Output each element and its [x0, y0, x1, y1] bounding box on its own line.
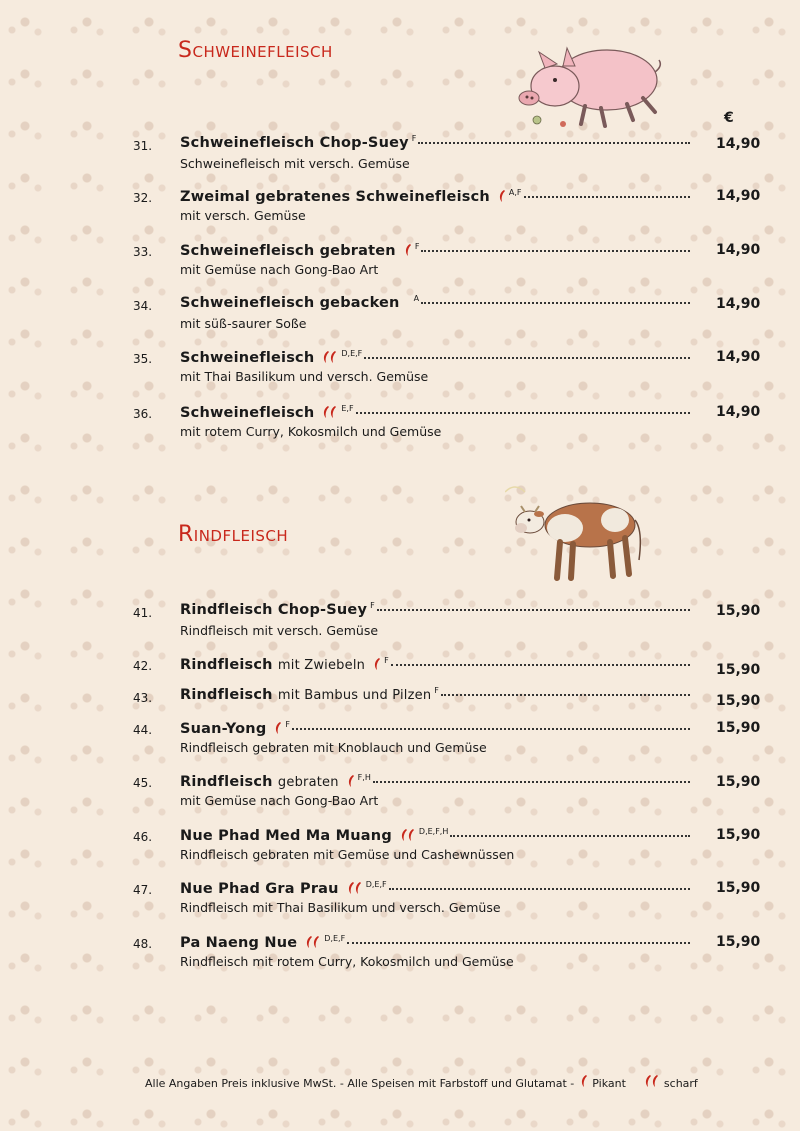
item-title-line [180, 241, 690, 259]
footer-text: Alle Angaben Preis inklusive MwSt. - Alle Speisen mit Farbstoff und Glutamat - [145, 1076, 575, 1090]
legend-hot-label: scharf [663, 1076, 698, 1090]
item-name-suffix: gebraten [277, 775, 339, 790]
section-title-beef: Rindfleisch [178, 522, 289, 547]
item-allergens: F [414, 242, 420, 251]
chili-icon [347, 774, 355, 788]
double-chili-icon [400, 828, 416, 842]
item-price: 14,90 [716, 242, 761, 258]
footer-note [145, 1076, 698, 1090]
double-chili-icon [305, 935, 321, 949]
item-description: Rindfleisch mit versch. Gemüse [180, 623, 379, 638]
legend-mild-label: Pikant [592, 1076, 626, 1090]
item-name-suffix: mit Zwiebeln [277, 658, 366, 673]
double-chili-icon [644, 1074, 660, 1088]
section-title-pork: Schweinefleisch [178, 38, 333, 63]
item-name [180, 687, 431, 703]
item-title-line [180, 826, 690, 844]
item-allergens: A [413, 294, 420, 303]
item-title-line [180, 348, 690, 366]
leader-dots [364, 357, 690, 359]
item-name [180, 657, 365, 673]
item-name-suffix: mit Bambus und Pilzen [277, 688, 432, 703]
leader-dots [389, 888, 690, 890]
item-name: Suan-Yong [180, 721, 267, 737]
item-name: Pa Naeng Nue [180, 935, 298, 951]
item-price: 14,90 [716, 296, 761, 312]
item-price: 14,90 [716, 188, 761, 204]
double-chili-icon [322, 405, 338, 419]
item-name: Schweinefleisch Chop-Suey [180, 135, 409, 151]
item-description: mit Thai Basilikum und versch. Gemüse [180, 369, 429, 384]
item-name-main: Rindfleisch [180, 774, 273, 790]
chili-icon [404, 243, 412, 257]
item-name: Nue Phad Med Ma Muang [180, 828, 392, 844]
chili-icon [274, 721, 282, 735]
item-number: 31. [133, 139, 153, 153]
item-title-line [180, 687, 690, 703]
item-allergens: A,F [508, 188, 522, 197]
item-price: 15,90 [716, 774, 761, 790]
item-name [180, 774, 339, 790]
cow-illustration [505, 480, 650, 585]
item-description: mit Gemüse nach Gong-Bao Art [180, 793, 379, 808]
chili-icon [498, 189, 506, 203]
leader-dots [441, 694, 690, 696]
item-number: 42. [133, 659, 153, 673]
leader-dots [377, 609, 690, 611]
item-number: 44. [133, 723, 153, 737]
item-title-line [180, 772, 690, 790]
item-number: 48. [133, 937, 153, 951]
item-number: 33. [133, 245, 153, 259]
item-name: Schweinefleisch [180, 350, 315, 366]
item-description: Rindfleisch mit rotem Curry, Kokosmilch und Gemüse [180, 954, 514, 969]
item-price: 14,90 [716, 349, 761, 365]
item-title-line [180, 602, 690, 618]
item-number: 43. [133, 691, 153, 705]
item-price: 14,90 [716, 404, 761, 420]
item-number: 34. [133, 299, 153, 313]
item-number: 41. [133, 606, 153, 620]
leader-dots [418, 142, 690, 144]
item-description: Rindfleisch mit Thai Basilikum und versch. Gemüse [180, 900, 501, 915]
leader-dots [347, 942, 690, 944]
item-price: 15,90 [716, 720, 761, 736]
double-chili-icon [347, 881, 363, 895]
item-title-line [180, 403, 690, 421]
leader-dots [421, 250, 690, 252]
chili-icon [373, 657, 381, 671]
item-name: Nue Phad Gra Prau [180, 881, 339, 897]
item-name-main: Rindfleisch [180, 657, 273, 673]
leader-dots [356, 412, 690, 414]
item-number: 35. [133, 352, 153, 366]
item-description: Rindfleisch gebraten mit Gemüse und Cashewnüssen [180, 847, 515, 862]
item-description: mit rotem Curry, Kokosmilch und Gemüse [180, 424, 442, 439]
item-description: mit Gemüse nach Gong-Bao Art [180, 262, 379, 277]
item-number: 47. [133, 883, 153, 897]
item-name: Schweinefleisch [180, 405, 315, 421]
item-price: 15,90 [716, 880, 761, 896]
item-allergens: F,H [357, 773, 371, 782]
item-name: Schweinefleisch gebraten [180, 243, 396, 259]
currency-header: € [724, 110, 734, 126]
item-name: Schweinefleisch gebacken [180, 295, 400, 311]
item-title-line [180, 933, 690, 951]
item-allergens: D,E,F [365, 880, 387, 889]
leader-dots [421, 302, 690, 304]
leader-dots [373, 781, 690, 783]
item-name: Rindfleisch Chop-Suey [180, 602, 368, 618]
item-name-main: Rindfleisch [180, 687, 273, 703]
pig-illustration [515, 28, 665, 133]
item-price: 15,90 [716, 693, 761, 709]
double-chili-icon [322, 350, 338, 364]
item-number: 45. [133, 776, 153, 790]
item-price: 15,90 [716, 603, 761, 619]
item-description: Schweinefleisch mit versch. Gemüse [180, 156, 410, 171]
item-description: mit süß-saurer Soße [180, 316, 307, 331]
item-title-line [180, 879, 690, 897]
item-price: 15,90 [716, 934, 761, 950]
item-description: Rindfleisch gebraten mit Knoblauch und Gemüse [180, 740, 487, 755]
item-title-line [180, 719, 690, 737]
item-allergens: D,E,F [341, 349, 363, 358]
item-title-line [180, 135, 690, 151]
item-allergens: F [434, 686, 439, 695]
item-price: 14,90 [716, 136, 761, 152]
leader-dots [450, 835, 690, 837]
item-allergens: D,E,F,H [418, 827, 449, 836]
leader-dots [292, 728, 690, 730]
item-number: 36. [133, 407, 153, 421]
item-allergens: F [384, 656, 389, 665]
leader-dots [391, 664, 690, 666]
chili-icon [580, 1074, 588, 1088]
item-description: mit versch. Gemüse [180, 208, 306, 223]
item-allergens: D,E,F [324, 934, 346, 943]
item-allergens: F [411, 134, 417, 143]
item-number: 46. [133, 830, 153, 844]
item-name: Zweimal gebratenes Schweinefleisch [180, 189, 490, 205]
item-title-line [180, 187, 690, 205]
item-price: 15,90 [716, 827, 761, 843]
item-allergens: F [370, 601, 375, 610]
item-title-line [180, 295, 690, 311]
item-title-line [180, 655, 690, 673]
item-number: 32. [133, 191, 153, 205]
item-allergens: F [285, 720, 291, 729]
item-allergens: E,F [341, 404, 354, 413]
item-price: 15,90 [716, 662, 761, 678]
leader-dots [524, 196, 690, 198]
